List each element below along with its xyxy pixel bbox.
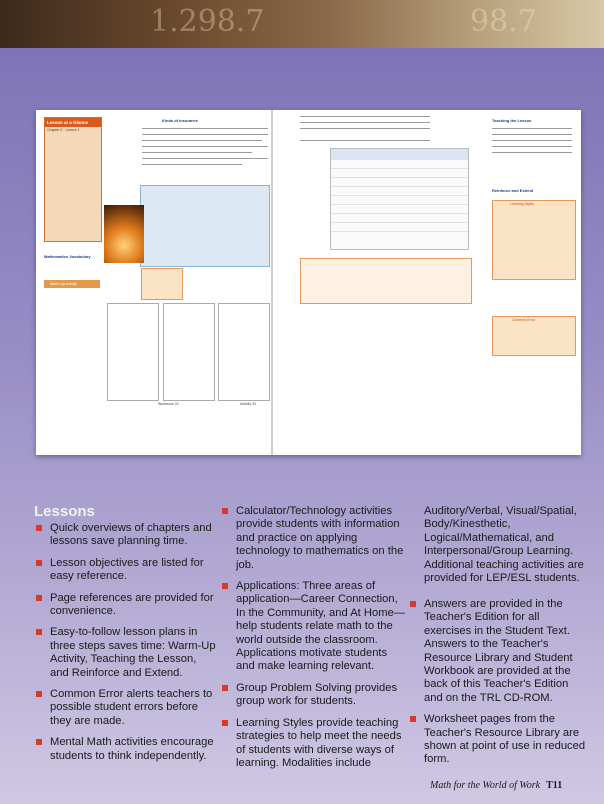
text-line	[300, 116, 430, 117]
bullet-item: Easy-to-follow lesson plans in three steps saves time: Warm-Up Activity, Teaching the Lesson, and Reinforce and Extend.	[34, 626, 216, 680]
reinforce-label: Reinforce and Extend	[492, 188, 534, 193]
text-line	[492, 146, 572, 147]
lesson-at-a-glance-box	[44, 117, 102, 242]
banner-numbers-right: 98.7	[470, 4, 537, 39]
lessons-column-3	[408, 598, 586, 775]
teaching-label: Teaching the Lesson	[492, 118, 532, 123]
text-line	[142, 140, 262, 141]
page-number: T11	[546, 780, 563, 791]
text-line	[492, 140, 572, 141]
warmup-label: Warm-Up Activity	[50, 282, 77, 286]
text-line	[142, 164, 242, 165]
bullet-item: Calculator/Technology activities provide students with information and practice on applying technology to mathematics on the job.	[220, 505, 408, 572]
bullet-item: Mental Math activities encourage students to think independently.	[34, 736, 216, 763]
workbook-thumbnail-2	[163, 303, 215, 401]
common-error-label: Common Error	[512, 318, 535, 322]
lesson-at-a-glance-title: Lesson at a Glance	[45, 118, 101, 127]
bullet-item: Applications: Three areas of application—Career Connection, In the Community, and At Home—help students relate math to the world outside the classroom. Applications motivate students and make learning relevant.	[220, 580, 408, 674]
learning-styles-box	[492, 200, 576, 280]
text-line	[492, 152, 572, 153]
decorative-banner	[0, 0, 604, 48]
lesson-at-a-glance-chapter: Chapter 9 · Lesson 1	[47, 128, 80, 132]
bullet-item: Quick overviews of chapters and lessons save planning time.	[34, 522, 216, 549]
lessons-column-1	[34, 522, 216, 771]
text-line	[142, 128, 268, 129]
common-error-box	[492, 316, 576, 356]
text-line	[300, 140, 430, 141]
math-vocab-label: Mathematics Vocabulary	[44, 254, 91, 259]
learning-styles-label: Learning Styles	[510, 202, 535, 206]
banner-numbers: 1.298.7	[150, 4, 265, 39]
fire-photo	[104, 205, 144, 263]
page-footer	[430, 780, 562, 791]
bullet-item: Learning Styles provide teaching strategies to help meet the needs of students with diverse ways of learning. Modalities include	[220, 717, 408, 771]
footer-title: Math for the World of Work	[430, 780, 541, 791]
workbook-caption: Workbook 32	[158, 402, 179, 406]
insurance-table-thumbnail	[330, 148, 469, 250]
bullet-item: Group Problem Solving provides group work for students.	[220, 682, 408, 709]
lessons-column-2	[220, 505, 408, 778]
workbook-thumbnail	[107, 303, 159, 401]
bullet-item: Answers are provided in the Teacher's Edition for all exercises in the Student Text. Answers to the Teacher's Resource Library and Student Workbook are provided at the back of this Teacher's Edition and on the TRL CD-ROM.	[408, 598, 586, 705]
technology-box	[300, 258, 472, 304]
text-line	[142, 146, 268, 147]
text-line	[300, 122, 430, 123]
lesson-title: Kinds of Insurance	[162, 118, 199, 123]
text-line	[142, 152, 252, 153]
sidebar-note	[141, 268, 183, 300]
text-line	[492, 128, 572, 129]
bullet-item: Lesson objectives are listed for easy reference.	[34, 557, 216, 584]
bullet-item: Worksheet pages from the Teacher's Resource Library are shown at point of use in reduced form.	[408, 713, 586, 767]
activity-caption: Activity 33	[240, 402, 256, 406]
text-line	[300, 128, 430, 129]
lessons-heading: Lessons	[34, 503, 95, 520]
bullet-item: Page references are provided for convenience.	[34, 592, 216, 619]
activity-thumbnail	[218, 303, 270, 401]
example-box	[140, 185, 270, 267]
text-line	[492, 134, 572, 135]
bullet-item: Common Error alerts teachers to possible student errors before they are made.	[34, 688, 216, 728]
lessons-column-3-continuation: Auditory/Verbal, Visual/Spatial, Body/Kinesthetic, Logical/Mathematical, and Interpersonal/Group Learning. Additional teaching activities are provided for LEP/ESL students.	[424, 505, 584, 585]
text-line	[142, 158, 268, 159]
book-gutter	[271, 110, 273, 455]
text-line	[142, 134, 268, 135]
